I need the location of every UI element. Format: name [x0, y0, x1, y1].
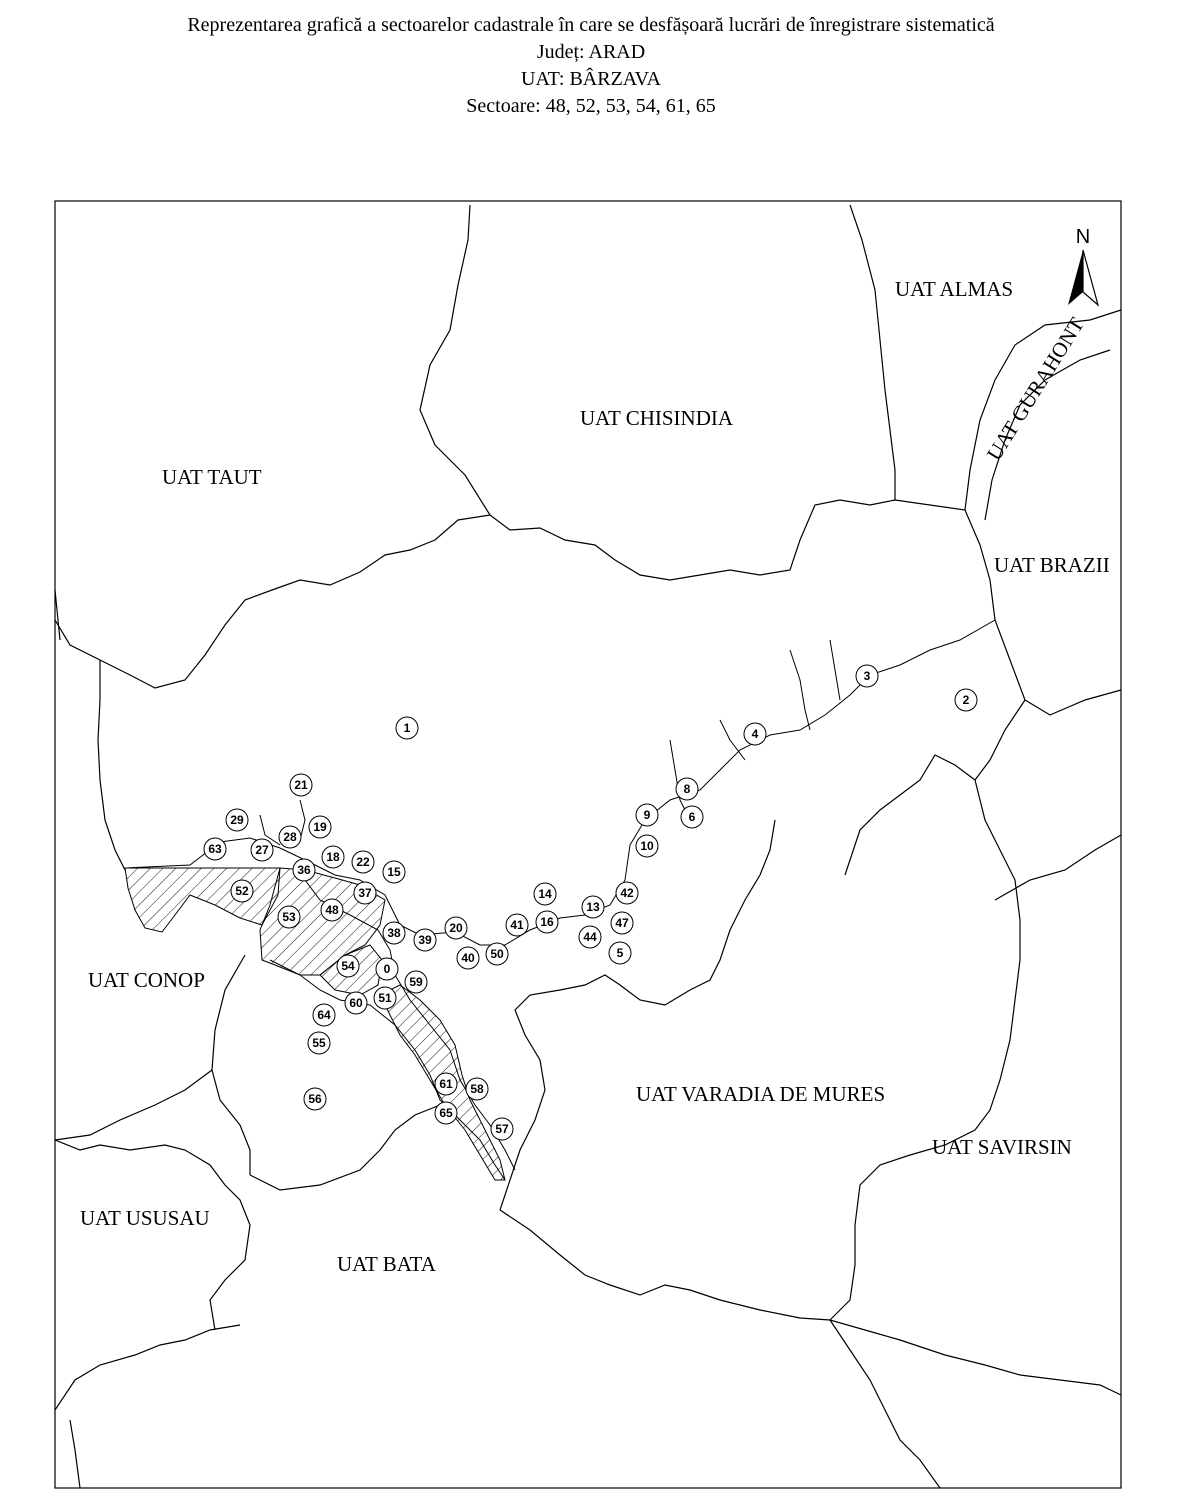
svg-text:47: 47 [615, 916, 629, 930]
svg-text:37: 37 [358, 886, 372, 900]
sector-marker [322, 846, 344, 868]
svg-text:51: 51 [378, 991, 392, 1005]
sector-marker [486, 943, 508, 965]
uat-label-bata: UAT BATA [337, 1252, 436, 1276]
svg-text:29: 29 [230, 813, 244, 827]
svg-text:55: 55 [312, 1036, 326, 1050]
sector-marker [376, 958, 398, 980]
sector-marker [506, 914, 528, 936]
svg-text:18: 18 [326, 850, 340, 864]
svg-text:53: 53 [282, 910, 296, 924]
svg-text:52: 52 [235, 884, 249, 898]
uat-label-gurahont: UAT GURAHONT [981, 313, 1089, 465]
svg-text:8: 8 [683, 782, 691, 796]
uat-labels [80, 277, 1110, 1276]
svg-text:58: 58 [470, 1082, 484, 1096]
map-title: Reprezentarea grafică a sectoarelor cadastrale în care se desfășoară lucrări de înregistrare sistematică [187, 14, 995, 36]
sector-marker [744, 723, 766, 745]
sector-marker [466, 1078, 488, 1100]
sector-marker [226, 809, 248, 831]
svg-text:15: 15 [387, 865, 401, 879]
sector-marker [321, 899, 343, 921]
sector-marker [345, 992, 367, 1014]
sector-marker [313, 1004, 335, 1026]
sector-marker [457, 947, 479, 969]
svg-text:39: 39 [418, 933, 432, 947]
sector-marker [231, 880, 253, 902]
sector-marker [279, 826, 301, 848]
svg-text:13: 13 [586, 900, 600, 914]
svg-text:1: 1 [403, 721, 411, 735]
sector-marker [636, 835, 658, 857]
svg-text:64: 64 [317, 1008, 331, 1022]
svg-text:5: 5 [616, 946, 624, 960]
uat-label-brazii: UAT BRAZII [994, 553, 1110, 577]
uat-label-savirsin: UAT SAVIRSIN [932, 1135, 1072, 1159]
svg-text:27: 27 [255, 843, 269, 857]
sector-marker [352, 851, 374, 873]
sector-marker [337, 955, 359, 977]
uat-label-taut: UAT TAUT [162, 465, 262, 489]
sector-marker [536, 911, 558, 933]
svg-text:0: 0 [383, 962, 391, 976]
svg-text:28: 28 [283, 830, 297, 844]
sector-marker [582, 896, 604, 918]
svg-text:4: 4 [751, 727, 759, 741]
sector-area-52 [125, 868, 280, 932]
sector-marker [676, 778, 698, 800]
svg-text:20: 20 [449, 921, 463, 935]
sector-marker [383, 922, 405, 944]
hatched-sectors [125, 868, 505, 1180]
sector-marker [491, 1118, 513, 1140]
svg-text:2: 2 [962, 693, 970, 707]
sector-marker [374, 987, 396, 1009]
sector-marker [955, 689, 977, 711]
north-label: N [1075, 226, 1091, 248]
svg-text:63: 63 [208, 842, 222, 856]
svg-text:44: 44 [583, 930, 597, 944]
county-line: Județ: ARAD [536, 41, 646, 63]
svg-text:56: 56 [308, 1092, 322, 1106]
sector-marker [611, 912, 633, 934]
svg-text:60: 60 [349, 996, 363, 1010]
svg-text:41: 41 [510, 918, 524, 932]
sector-marker [383, 861, 405, 883]
sector-marker [293, 859, 315, 881]
svg-text:10: 10 [640, 839, 654, 853]
sector-marker [616, 882, 638, 904]
svg-text:19: 19 [313, 820, 327, 834]
sector-marker [445, 917, 467, 939]
sector-marker [435, 1073, 457, 1095]
svg-text:61: 61 [439, 1077, 453, 1091]
svg-text:50: 50 [490, 947, 504, 961]
sector-marker [251, 839, 273, 861]
svg-text:57: 57 [495, 1122, 509, 1136]
uat-label-almas: UAT ALMAS [895, 277, 1014, 301]
sector-marker [396, 717, 418, 739]
sector-marker [609, 942, 631, 964]
svg-text:54: 54 [341, 959, 355, 973]
svg-text:36: 36 [297, 863, 311, 877]
sector-marker [636, 804, 658, 826]
uat-line: UAT: BÂRZAVA [521, 68, 661, 90]
svg-text:3: 3 [863, 669, 871, 683]
sector-marker [308, 1032, 330, 1054]
svg-text:9: 9 [643, 808, 651, 822]
svg-text:48: 48 [325, 903, 339, 917]
uat-label-conop: UAT CONOP [88, 968, 205, 992]
svg-text:21: 21 [294, 778, 308, 792]
svg-text:14: 14 [538, 887, 552, 901]
svg-text:42: 42 [620, 886, 634, 900]
sector-marker [405, 971, 427, 993]
sector-marker [309, 816, 331, 838]
svg-text:59: 59 [409, 975, 423, 989]
sector-marker [204, 838, 226, 860]
svg-text:38: 38 [387, 926, 401, 940]
uat-label-varadia: UAT VARADIA DE MURES [636, 1082, 886, 1106]
sector-marker [856, 665, 878, 687]
sector-marker [681, 806, 703, 828]
svg-text:6: 6 [688, 810, 696, 824]
sector-marker [278, 906, 300, 928]
svg-text:65: 65 [439, 1106, 453, 1120]
uat-label-ususau: UAT USUSAU [80, 1206, 210, 1230]
svg-text:22: 22 [356, 855, 370, 869]
sector-marker [579, 926, 601, 948]
sector-marker [414, 929, 436, 951]
sector-marker [435, 1102, 457, 1124]
sector-marker [534, 883, 556, 905]
sector-marker [304, 1088, 326, 1110]
sector-marker [354, 882, 376, 904]
sectors-line: Sectoare: 48, 52, 53, 54, 61, 65 [466, 95, 716, 117]
north-arrow [1068, 226, 1098, 305]
sector-marker [290, 774, 312, 796]
uat-label-chisindia: UAT CHISINDIA [580, 406, 734, 430]
svg-text:16: 16 [540, 915, 554, 929]
svg-text:40: 40 [461, 951, 475, 965]
